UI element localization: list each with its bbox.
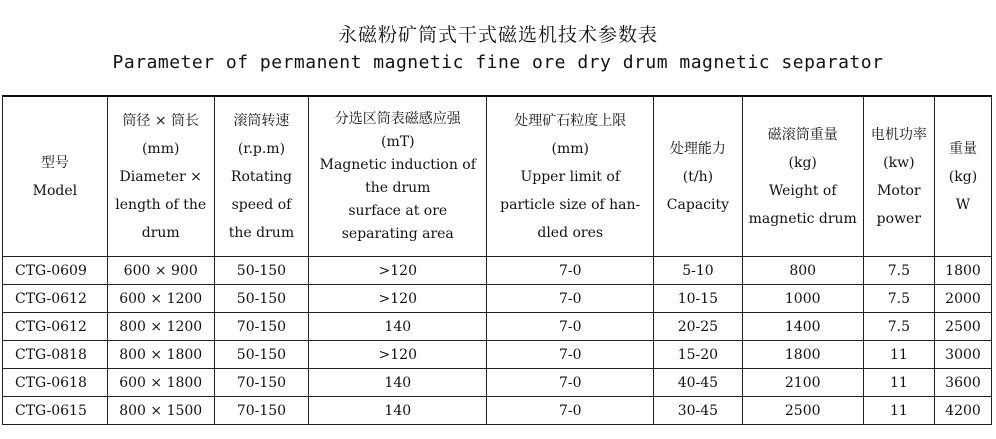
cell-rotating-speed: 70-150	[214, 397, 309, 425]
cell-drum-size: 800 × 1200	[107, 313, 214, 341]
cell-drum-weight: 800	[742, 257, 863, 285]
cell-particle-size: 7-0	[487, 369, 654, 397]
cell-weight: 2500	[934, 313, 991, 341]
cell-drum-weight: 2100	[742, 369, 863, 397]
cell-particle-size: 7-0	[487, 313, 654, 341]
cell-capacity: 30-45	[654, 397, 743, 425]
cell-model: CTG-0612	[3, 313, 108, 341]
cell-drum-weight: 2500	[742, 397, 863, 425]
header-capacity: 处理能力 (t/h) Capacity	[654, 96, 743, 257]
cell-rotating-speed: 70-150	[214, 369, 309, 397]
table-row	[3, 285, 992, 313]
cell-motor-power: 11	[863, 397, 934, 425]
cell-magnetic-induction: 140	[309, 313, 487, 341]
header-drum-size: 筒径 × 筒长 (mm) Diameter × length of the drum	[107, 96, 214, 257]
table-row	[3, 341, 992, 369]
cell-capacity: 15-20	[654, 341, 743, 369]
cell-drum-size: 600 × 1200	[107, 285, 214, 313]
header-rotating-speed: 滚筒转速 (r.p.m) Rotating speed of the drum	[214, 96, 309, 257]
table-row	[3, 369, 992, 397]
header-particle-size: 处理矿石粒度上限 (mm) Upper limit of particle size of han- dled ores	[487, 96, 654, 257]
cell-motor-power: 7.5	[863, 313, 934, 341]
cell-drum-size: 800 × 1500	[107, 397, 214, 425]
cell-model: CTG-0612	[3, 285, 108, 313]
header-drum-weight: 磁滚筒重量 (kg) Weight of magnetic drum	[742, 96, 863, 257]
header-model: 型号 Model	[3, 96, 108, 257]
cell-capacity: 5-10	[654, 257, 743, 285]
table-row	[3, 257, 992, 285]
cell-capacity: 10-15	[654, 285, 743, 313]
cell-weight: 3600	[934, 369, 991, 397]
cell-model: CTG-0618	[3, 369, 108, 397]
cell-capacity: 20-25	[654, 313, 743, 341]
cell-motor-power: 11	[863, 369, 934, 397]
cell-particle-size: 7-0	[487, 397, 654, 425]
table-row	[3, 313, 992, 341]
cell-model: CTG-0609	[3, 257, 108, 285]
cell-magnetic-induction: >120	[309, 257, 487, 285]
cell-particle-size: 7-0	[487, 257, 654, 285]
cell-magnetic-induction: 140	[309, 397, 487, 425]
title-chinese: 永磁粉矿筒式干式磁选机技术参数表	[337, 24, 658, 46]
cell-magnetic-induction: >120	[309, 341, 487, 369]
header-weight: 重量 (kg) W	[934, 96, 991, 257]
header-magnetic-induction: 分选区筒表磁感应强 (mT) Magnetic induction of the drum surface at ore separating area	[309, 96, 487, 257]
cell-motor-power: 11	[863, 341, 934, 369]
title-english: Parameter of permanent magnetic fine ore dry drum magnetic separator	[112, 52, 884, 73]
cell-model: CTG-0818	[3, 341, 108, 369]
cell-magnetic-induction: 140	[309, 369, 487, 397]
header-motor-power: 电机功率 (kw) Motor power	[863, 96, 934, 257]
table-row	[3, 397, 992, 425]
parameter-table	[2, 95, 992, 425]
cell-drum-weight: 1000	[742, 285, 863, 313]
cell-model: CTG-0615	[3, 397, 108, 425]
cell-rotating-speed: 50-150	[214, 257, 309, 285]
cell-rotating-speed: 50-150	[214, 341, 309, 369]
cell-particle-size: 7-0	[487, 341, 654, 369]
cell-weight: 1800	[934, 257, 991, 285]
cell-weight: 3000	[934, 341, 991, 369]
cell-drum-size: 600 × 1800	[107, 369, 214, 397]
cell-particle-size: 7-0	[487, 285, 654, 313]
cell-weight: 4200	[934, 397, 991, 425]
cell-rotating-speed: 70-150	[214, 313, 309, 341]
cell-magnetic-induction: >120	[309, 285, 487, 313]
cell-drum-size: 600 × 900	[107, 257, 214, 285]
cell-motor-power: 7.5	[863, 257, 934, 285]
cell-weight: 2000	[934, 285, 991, 313]
header-row	[3, 96, 992, 257]
cell-capacity: 40-45	[654, 369, 743, 397]
cell-drum-weight: 1800	[742, 341, 863, 369]
cell-motor-power: 7.5	[863, 285, 934, 313]
cell-drum-weight: 1400	[742, 313, 863, 341]
cell-drum-size: 800 × 1800	[107, 341, 214, 369]
cell-rotating-speed: 50-150	[214, 285, 309, 313]
